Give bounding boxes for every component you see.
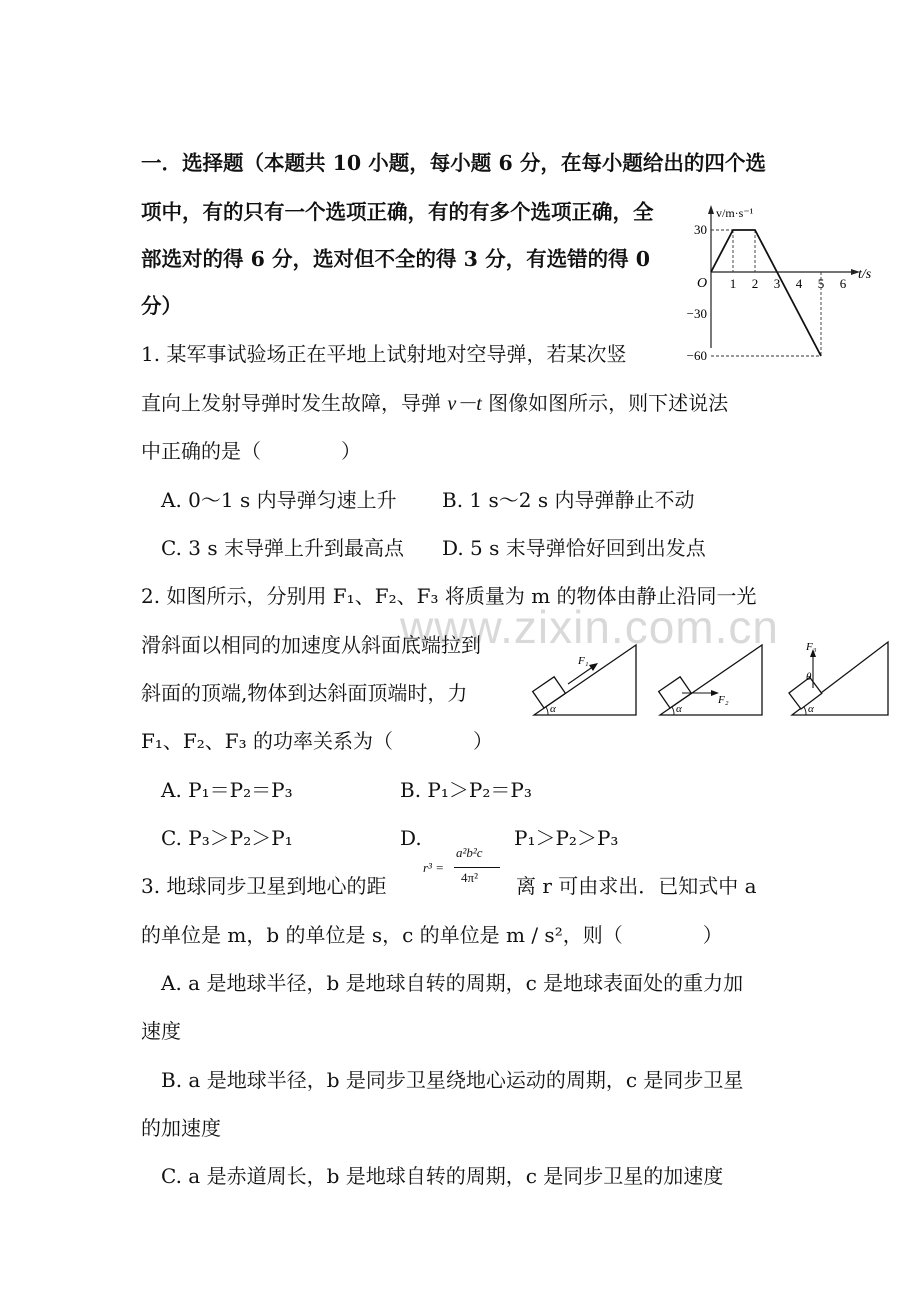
incline-1-force-label: F₁ (578, 655, 589, 667)
q2-option-d-label: D. (400, 826, 422, 850)
q1-stem-line-2b: 图像如图所示，则下述说法 (481, 391, 729, 415)
vt-origin-label: O (697, 276, 708, 291)
q1-option-d: D. 5 s 末导弹恰好回到出发点 (442, 536, 706, 560)
incline-figure-2 (648, 640, 768, 720)
vt-x-tick-3: 3 (773, 276, 781, 291)
q2-stem-line-1: 2. 如图所示，分别用 F₁、F₂、F₃ 将质量为 m 的物体由静止沿同一光 (141, 584, 757, 608)
section-heading-line-2: 项中，有的只有一个选项正确，有的有多个选项正确，全 (141, 200, 654, 224)
q1-stem-line-3: 中正确的是（ ） (141, 439, 361, 463)
q3-formula-denominator: 4π² (461, 870, 478, 885)
vt-x-tick-1: 1 (729, 276, 737, 291)
vt-y-arrow (708, 205, 714, 214)
q3-option-a-line-2: 速度 (141, 1019, 181, 1043)
q1-vt-symbol: v－t (447, 393, 482, 415)
q2-option-a: A. P₁＝P₂＝P₃ (161, 778, 293, 802)
q2-stem-line-2: 滑斜面以相同的加速度从斜面底端拉到 (141, 633, 481, 657)
incline-figure-1 (522, 640, 642, 720)
vt-y-axis-label: v/m·s⁻¹ (716, 206, 754, 220)
q3-option-b-line-1: B. a 是地球半径，b 是同步卫星绕地心运动的周期，c 是同步卫星 (161, 1068, 744, 1092)
incline-3-angle-arc (804, 707, 806, 715)
section-heading-line-4: 分） (141, 294, 182, 318)
q2-option-c: C. P₃＞P₂＞P₁ (161, 826, 293, 850)
q2-option-d: P₁＞P₂＞P₃ (514, 826, 619, 850)
vt-data-line (711, 230, 821, 356)
q3-formula (423, 845, 505, 891)
vt-x-tick-5: 5 (817, 276, 825, 291)
q3-option-c: C. a 是赤道周长，b 是地球自转的周期，c 是同步卫星的加速度 (161, 1164, 724, 1188)
q1-option-c: C. 3 s 末导弹上升到最高点 (161, 536, 405, 560)
q3-option-a-line-1: A. a 是地球半径，b 是地球自转的周期，c 是地球表面处的重力加 (161, 971, 744, 995)
q3-formula-bar (454, 867, 500, 868)
q1-stem-line-2a: 直向上发射导弹时发生故障，导弹 (141, 391, 448, 415)
incline-2-angle-arc (672, 707, 674, 715)
vt-x-tick-4: 4 (795, 276, 803, 291)
vt-y-tick-30: 30 (694, 222, 707, 237)
q2-stem-line-4: F₁、F₂、F₃ 的功率关系为（ ） (141, 729, 494, 753)
q3-stem-line-1: 3. 地球同步卫星到地心的距 (141, 874, 387, 898)
vt-graph (676, 200, 891, 363)
incline-1-arrowhead (589, 663, 598, 671)
q3-stem-line-3: 的单位是 m，b 的单位是 s，c 的单位是 m / s²，则（ ） (141, 923, 723, 947)
section-heading-line-1: 一．选择题（本题共 10 小题，每小题 6 分，在每小题给出的四个选 (141, 151, 766, 175)
q1-option-b: B. 1 s～2 s 内导弹静止不动 (442, 488, 695, 512)
section-heading-line-3: 部选对的得 6 分，选对但不全的得 3 分，有选错的得 0 (141, 247, 650, 271)
incline-3-theta: θ (806, 671, 812, 683)
q1-stem-line-2 (141, 390, 728, 417)
q3-formula-numerator: a²b²c (456, 845, 483, 860)
incline-2-alpha: α (676, 703, 682, 715)
q3-formula-lhs: r³ = (423, 860, 444, 875)
vt-x-tick-2: 2 (751, 276, 759, 291)
incline-3-alpha: α (808, 703, 814, 715)
vt-y-tick-neg60: −60 (686, 348, 707, 363)
vt-x-axis-label: t/s (858, 267, 872, 282)
incline-3-force-label: F₃ (806, 641, 817, 653)
incline-figure-3 (784, 630, 894, 720)
q2-option-b: B. P₁＞P₂＝P₃ (400, 778, 532, 802)
q3-option-b-line-2: 的加速度 (141, 1116, 221, 1140)
q1-stem-line-1: 1. 某军事试验场正在平地上试射地对空导弹，若某次竖 (141, 342, 627, 366)
q2-stem-line-3: 斜面的顶端,物体到达斜面顶端时，力 (141, 681, 468, 705)
incline-1-force-arrow (568, 666, 594, 684)
incline-1-alpha: α (550, 703, 556, 715)
q1-option-a: A. 0～1 s 内导弹匀速上升 (161, 488, 397, 512)
q3-stem-line-2: 离 r 可由求出．已知式中 a (516, 874, 757, 898)
watermark: www.zixin.com.cn (400, 601, 779, 653)
incline-1-angle-arc (546, 707, 548, 715)
vt-x-tick-6: 6 (839, 276, 847, 291)
incline-2-force-label: F₂ (718, 694, 729, 706)
vt-y-tick-neg30: −30 (686, 306, 707, 321)
